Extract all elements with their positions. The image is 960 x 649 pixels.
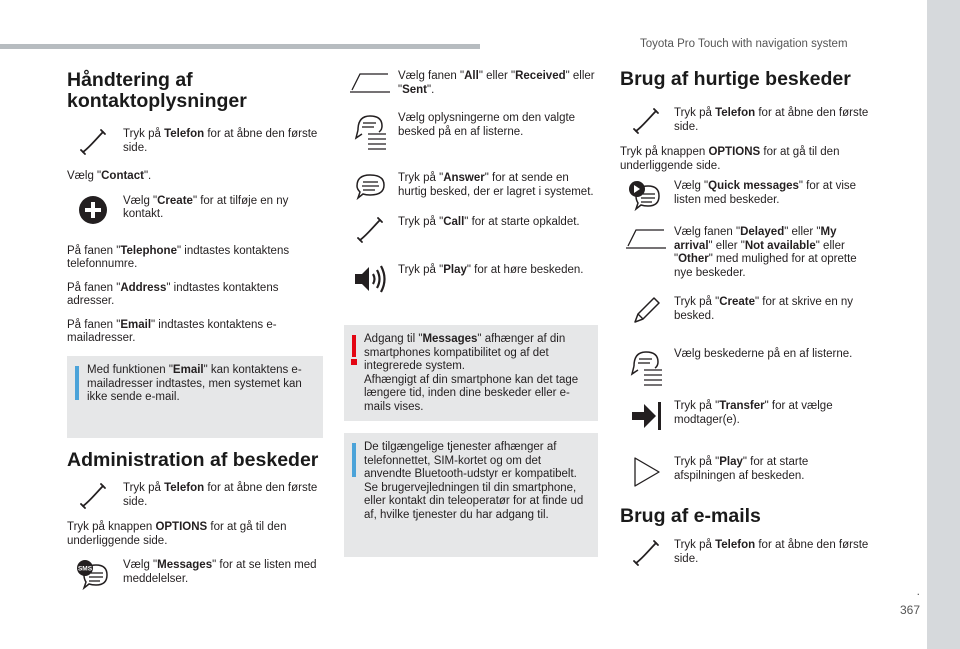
left-column-lower — [67, 450, 323, 591]
phone-icon — [67, 128, 119, 156]
step-messages — [67, 559, 323, 591]
warning-mark-icon — [352, 335, 356, 357]
warning-dot-icon — [351, 359, 357, 365]
text: for at gå til den underliggende side. — [67, 521, 287, 547]
text: " for at høre beskeden. — [466, 264, 584, 276]
step-options-2 — [620, 146, 870, 173]
text: Vælg beskederne på en af listerne. — [674, 348, 853, 360]
text-bold: Telefon — [164, 482, 205, 494]
quick-message-icon — [620, 180, 672, 212]
right-column — [620, 69, 870, 567]
text-bold: Call — [443, 216, 465, 228]
text: De tilgængelige tjenester afhænger af telefonnettet, SIM-kortet og om det anvendte Bluetooth-udstyr er kompatibelt. Se brugervejledningen til din smartphone, eller kontakt din teleoperatør for at finde ud af, hvilke tjenester du har adgang til. — [364, 441, 584, 521]
text: " indtastes kontaktens telefonnumre. — [67, 244, 290, 270]
text-bold: Messages — [157, 559, 213, 571]
text: Tryk på " — [398, 216, 444, 228]
text: Tryk på knappen — [620, 146, 709, 158]
text-bold: Answer — [443, 172, 485, 184]
step-tab-select — [344, 70, 600, 97]
text: for at åbne den første side. — [123, 482, 318, 508]
step-play-2 — [620, 456, 870, 488]
text: Afhængigt af din smartphone kan det tage længere tid, inden dine beskeder eller e-mails vises. — [364, 373, 579, 413]
middle-column — [344, 70, 600, 294]
text: Tryk på — [123, 482, 165, 494]
text: Tryk på — [674, 107, 716, 119]
text: Vælg " — [674, 180, 709, 192]
step-tab-delayed — [620, 226, 870, 280]
text: " eller " — [708, 239, 745, 252]
text: Tryk på knappen — [67, 521, 156, 533]
text: " for at se listen med meddelelser. — [123, 559, 317, 585]
text: " med mulighed for at oprette nye beskeder. — [674, 253, 857, 279]
text: Tryk på — [123, 128, 165, 140]
text: Tryk på " — [398, 172, 444, 184]
text-bold: OPTIONS — [708, 146, 761, 158]
text: Med funktionen " — [87, 364, 173, 376]
text: På fanen " — [67, 244, 121, 257]
step-telephone — [67, 245, 323, 272]
section-title-emails: Brug af e-mails — [620, 505, 761, 527]
text-bold: Other — [678, 253, 709, 265]
step-quick-messages — [620, 180, 870, 212]
step-create-contact — [67, 195, 323, 225]
text: " eller " — [398, 70, 595, 96]
step-create-message — [620, 296, 870, 326]
text: " eller " — [478, 70, 516, 82]
top-rule — [0, 44, 480, 49]
step-contact — [67, 170, 323, 184]
left-column — [67, 70, 323, 346]
text-bold: Telefon — [164, 128, 205, 140]
text-bold: Not available — [744, 239, 816, 252]
sms-icon — [67, 559, 119, 591]
text-bold: Create — [157, 194, 193, 207]
step-transfer — [620, 400, 870, 432]
text: " for at skrive en ny besked. — [674, 296, 854, 322]
text: " for at vælge modtager(e). — [674, 400, 833, 426]
text-bold: Sent — [402, 83, 428, 96]
transfer-arrow-icon — [620, 400, 672, 432]
step-open-phone-2 — [67, 482, 323, 510]
text: Vælg fanen " — [674, 226, 741, 238]
text-bold: Email — [120, 318, 152, 331]
section-title-contacts: Håndtering af kontaktoplysninger — [67, 69, 247, 112]
warning-note-messages — [344, 325, 598, 421]
text-bold: Messages — [422, 333, 478, 345]
info-mark-icon — [352, 443, 356, 477]
text: for at åbne den første side. — [123, 128, 318, 154]
message-list-icon — [344, 112, 396, 150]
text: for at åbne den første side. — [674, 539, 869, 565]
text: Tryk på " — [674, 400, 720, 412]
step-open-phone-4 — [620, 539, 870, 567]
step-open-phone-3 — [620, 107, 870, 135]
tab-bar-icon — [344, 70, 396, 94]
section-title-messages: Administration af beskeder — [67, 449, 319, 471]
side-strip — [927, 0, 960, 649]
text: Tryk på " — [674, 296, 720, 308]
text: " indtastes kontaktens e-mailadresser. — [67, 318, 277, 344]
text-bold: Address — [120, 281, 167, 294]
speaker-icon — [344, 264, 396, 294]
text: for at åbne den første side. — [674, 107, 869, 133]
add-circle-icon — [67, 195, 119, 225]
text: Vælg " — [123, 559, 158, 571]
text: Vælg fanen " — [398, 70, 465, 82]
info-note-services — [344, 433, 598, 557]
step-email — [67, 319, 323, 346]
text: På fanen " — [67, 318, 121, 331]
text: " eller " — [674, 239, 845, 265]
message-list-icon — [620, 348, 672, 386]
text: " for at starte afspilningen af beskeden. — [674, 456, 809, 482]
text-bold: Email — [172, 364, 204, 376]
text: Adgang til " — [364, 333, 423, 345]
text: På fanen " — [67, 281, 121, 294]
pencil-icon — [620, 296, 672, 326]
text-bold: Delayed — [740, 226, 785, 238]
text: " for at tilføje en ny kontakt. — [123, 194, 289, 220]
phone-icon — [620, 539, 672, 567]
page-dot: . — [916, 584, 920, 598]
text: ". — [143, 170, 152, 182]
text-bold: Telephone — [120, 244, 177, 257]
phone-icon — [67, 482, 119, 510]
text: Vælg " — [123, 194, 158, 207]
page-number: 367 — [899, 603, 920, 617]
text-bold: Play — [719, 456, 743, 468]
tab-bar-icon — [620, 226, 672, 250]
phone-icon — [344, 216, 396, 244]
step-call — [344, 216, 600, 244]
text-bold: Create — [719, 296, 756, 308]
step-open-phone — [67, 128, 323, 156]
text-bold: Play — [443, 264, 467, 276]
text-bold: Received — [515, 70, 566, 82]
text: " indtastes kontaktens adresser. — [67, 281, 279, 307]
text: for at gå til den underliggende side. — [620, 146, 840, 172]
section-title-quick-messages: Brug af hurtige beskeder — [620, 68, 851, 90]
text-bold: Transfer — [719, 400, 765, 412]
step-select-message — [344, 112, 600, 150]
text-bold: Telefon — [715, 107, 756, 119]
text-bold: My arrival — [674, 226, 837, 252]
step-address — [67, 282, 323, 309]
play-icon — [620, 456, 672, 488]
text: Tryk på " — [674, 456, 720, 468]
text: " for at starte opkaldet. — [464, 216, 580, 228]
info-note-email — [67, 356, 323, 438]
text: ". — [427, 83, 435, 96]
text: " kan kontaktens e-mailadresser indtastes, men systemet kan ikke sende e-mail. — [87, 364, 302, 403]
text: " for at vise listen med beskeder. — [674, 180, 857, 206]
text: " afhænger af din smartphones kompatibilitet og af det integrerede system. — [364, 333, 566, 372]
text: Tryk på — [674, 539, 716, 551]
text: " for at sende en hurtig besked, der er lagret i systemet. — [398, 172, 594, 198]
step-answer — [344, 172, 600, 202]
text-bold: Quick messages — [708, 180, 799, 192]
text-bold: OPTIONS — [155, 521, 208, 533]
text: Vælg oplysningerne om den valgte besked på en af listerne. — [398, 112, 576, 138]
step-select-messages — [620, 348, 870, 386]
answer-bubble-icon — [344, 172, 396, 202]
text: Tryk på " — [398, 264, 444, 276]
info-mark-icon — [75, 366, 79, 400]
text-bold: Telefon — [715, 539, 756, 551]
text: Vælg " — [67, 170, 102, 182]
step-options — [67, 521, 323, 548]
text-bold: Contact — [101, 170, 144, 182]
phone-icon — [620, 107, 672, 135]
step-play — [344, 264, 600, 294]
svg-text:SMS: SMS — [77, 565, 93, 573]
running-header: Toyota Pro Touch with navigation system — [640, 38, 848, 50]
text-bold: All — [464, 70, 479, 82]
text: " eller " — [784, 226, 821, 238]
